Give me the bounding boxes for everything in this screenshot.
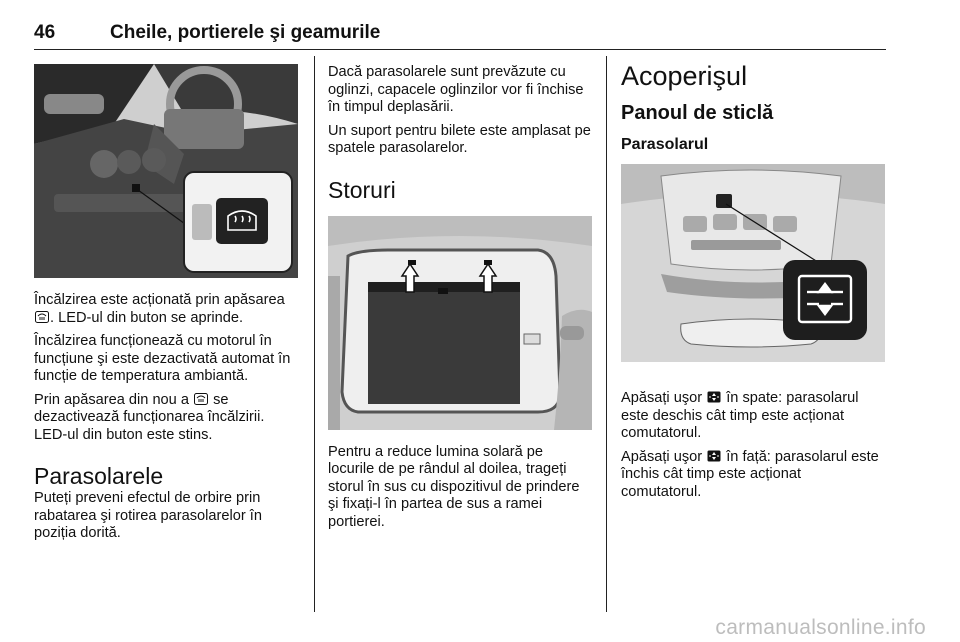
overhead-console-sunshade-figure	[621, 164, 885, 362]
heater-paragraph-3: Prin apăsarea din nou a se dezactivează funcționarea încălzirii. LED-ul din buton este stins.	[34, 391, 265, 443]
column-divider-right	[606, 56, 607, 612]
column-3	[621, 60, 885, 507]
sunshade-switch-icon	[707, 391, 721, 403]
section-heading-blinds: Storuri	[328, 176, 396, 203]
header-rule	[34, 49, 886, 50]
section-heading-sun-visors: Parasolarele	[34, 463, 164, 489]
dashboard-heater-button-figure	[34, 64, 298, 278]
blinds-paragraph: Pentru a reduce lumina solară pe locurile de pe rândul al doilea, trageți storul în sus cu dispozitivul de prindere şi fixați-l în partea de sus a ramei portierei.	[328, 443, 580, 530]
page-number: 46	[34, 22, 56, 43]
section-heading-glass-panel: Panoul de sticlă	[621, 102, 774, 124]
chapter-title: Cheile, portierele şi geamurile	[110, 22, 381, 43]
visor-mirror-paragraph: Dacă parasolarele sunt prevăzute cu oglinzi, capacele oglinzilor vor fi închise în timpul deplasării.	[328, 64, 584, 115]
sunshade-close-paragraph: Apăsați uşor în față: parasolarul este închis cât timp este acționat comutatorul.	[621, 448, 879, 500]
page-header	[34, 22, 886, 48]
sunshade-open-paragraph: Apăsați uşor în spate: parasolarul este deschis cât timp este acționat comutatorul.	[621, 390, 859, 441]
rear-window-heater-icon	[35, 311, 49, 323]
column-1	[34, 64, 300, 549]
heater-paragraph-1: Încălzirea este acționată prin apăsarea . LED-ul din buton se aprinde.	[34, 292, 285, 326]
column-divider-left	[314, 56, 315, 612]
heater-paragraph-2: Încălzirea funcționează cu motorul în funcțiune şi este dezactivată automat în funcție de temperatura ambiantă.	[34, 333, 291, 384]
rear-window-heater-icon	[194, 393, 208, 405]
section-heading-sunshade: Parasolarul	[621, 136, 709, 153]
ticket-holder-paragraph: Un suport pentru bilete este amplasat pe spatele parasolarelor.	[328, 122, 591, 156]
window-blind-figure	[328, 216, 592, 430]
sun-visors-paragraph: Puteți preveni efectul de orbire prin rabatarea şi rotirea parasolarelor în poziția dorită.	[34, 490, 262, 541]
watermark: carmanualsonline.info	[715, 616, 926, 639]
section-heading-roof: Acoperişul	[621, 61, 748, 91]
column-2	[328, 64, 592, 537]
sunshade-switch-icon	[707, 450, 721, 462]
